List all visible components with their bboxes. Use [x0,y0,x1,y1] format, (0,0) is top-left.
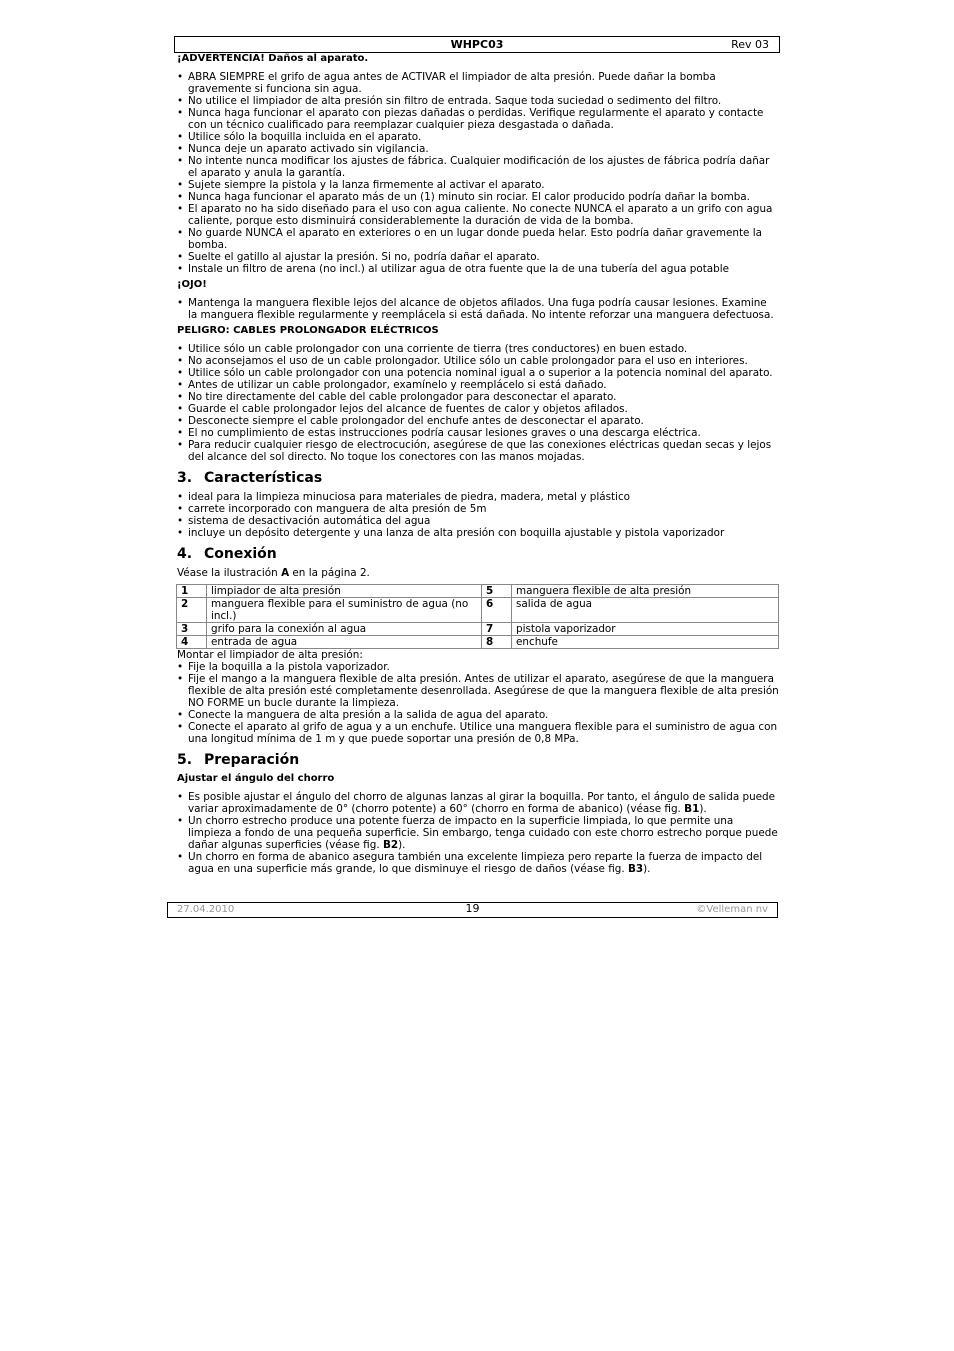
section-number: 4. [177,546,193,562]
figure-ref: B2 [382,839,399,851]
figure-ref: B3 [627,863,644,875]
list-item: • El no cumplimiento de estas instrucciones podría causar lesiones graves o una descarga eléctrica. [177,427,779,439]
list-item: • Mantenga la manguera flexible lejos del alcance de objetos afilados. Una fuga podría causar lesiones. Examine la manguera flexible regularmente y reemplácela si está dañada. No intente reforzar una manguera defectuosa. [177,297,779,321]
intro-text: en la página 2. [289,567,370,579]
warning-list [177,71,779,275]
list-item: • Fije la boquilla a la pistola vaporizador. [177,661,779,673]
page-footer [167,902,778,918]
page-content [177,53,779,879]
table-row [177,636,779,649]
revision: Rev 03 [731,38,769,51]
part-label: enchufe [512,636,779,649]
item-text: Un chorro estrecho produce una potente fuerza de impacto en la superficie limpiada, lo que permite una limpieza a fondo de una pequeña superficie. Sin embargo, tenga cuidado con este chorro estrecho porque puede dañar algunas superficies (véase fig. [188,815,778,851]
list-item [177,851,779,875]
list-item: • Guarde el cable prolongador lejos del alcance de fuentes de calor y objetos afilados. [177,403,779,415]
connection-intro [177,567,779,579]
item-text: ). [699,803,707,815]
list-item: • Utilice sólo un cable prolongador con una corriente de tierra (tres conductores) en buen estado. [177,343,779,355]
features-list [177,491,779,539]
list-item: • Nunca haga funcionar el aparato con piezas dañadas o perdidas. Verifique regularmente el aparato y contacte con un técnico cualificado para reemplazar cualquier pieza desgastada o dañada. [177,107,779,131]
table-row [177,598,779,623]
part-number: 4 [177,636,207,649]
list-item: • No guarde NUNCA el aparato en exteriores o en un lugar donde pueda helar. Esto podría dañar gravemente la bomba. [177,227,779,251]
part-label: salida de agua [512,598,779,623]
item-text: Es posible ajustar el ángulo del chorro de algunas lanzas al girar la boquilla. Por tanto, el ángulo de salida puede variar aproximadamente de 0° (chorro potente) a 60° (chorro en forma de abanico) (véase fig. [188,791,776,815]
section-heading-features [177,470,779,487]
part-number: 3 [177,623,207,636]
page-number: 19 [465,902,480,915]
warning-title: ¡ADVERTENCIA! Daños al aparato. [177,53,369,64]
section-number: 3. [177,470,193,486]
list-item: • Suelte el gatillo al ajustar la presión. Si no, podría dañar el aparato. [177,251,779,263]
list-item: • Instale un filtro de arena (no incl.) al utilizar agua de otra fuente que la de una tubería del agua potable [177,263,779,275]
list-item: • Utilice sólo la boquilla incluida en el aparato. [177,131,779,143]
part-number: 1 [177,585,207,598]
footer-copyright: ©Velleman nv [696,904,768,915]
part-number: 8 [482,636,512,649]
list-item: • No aconsejamos el uso de un cable prolongador. Utilice sólo un cable prolongador para el uso en interiores. [177,355,779,367]
list-item: • No tire directamente del cable del cable prolongador para desconectar el aparato. [177,391,779,403]
part-label: manguera flexible de alta presión [512,585,779,598]
list-item [177,791,779,815]
model-name: WHPC03 [450,38,504,51]
figure-ref: A [281,567,290,579]
list-item: • No intente nunca modificar los ajustes de fábrica. Cualquier modificación de los ajustes de fábrica podría dañar el aparato y anula la garantía. [177,155,779,179]
section-title: Características [204,470,323,486]
table-row [177,623,779,636]
part-number: 5 [482,585,512,598]
list-item: • ABRA SIEMPRE el grifo de agua antes de ACTIVAR el limpiador de alta presión. Puede dañar la bomba gravemente si funciona sin agua. [177,71,779,95]
table-row [177,585,779,598]
part-label: entrada de agua [207,636,482,649]
list-item: • Sujete siempre la pistola y la lanza firmemente al activar el aparato. [177,179,779,191]
list-item: • Para reducir cualquier riesgo de electrocución, asegúrese de que las conexiones eléctricas quedan secas y lejos del alcance del sol directo. No toque los conectores con las manos mojadas. [177,439,779,463]
parts-table [176,584,779,649]
list-item: • No utilice el limpiador de alta presión sin filtro de entrada. Saque toda suciedad o sedimento del filtro. [177,95,779,107]
list-item: • Conecte la manguera de alta presión a la salida de agua del aparato. [177,709,779,721]
list-item: • Antes de utilizar un cable prolongador, examínelo y reemplácelo si está dañado. [177,379,779,391]
danger-list [177,343,779,463]
ojo-title: ¡OJO! [177,279,207,290]
part-label: limpiador de alta presión [207,585,482,598]
intro-text: Véase la ilustración [177,567,282,579]
list-item: • Utilice sólo un cable prolongador con una potencia nominal igual a o superior a la potencia nominal del aparato. [177,367,779,379]
list-item: • Conecte el aparato al grifo de agua y a un enchufe. Utilice una manguera flexible para el suministro de agua con una longitud mínima de 1 m y que puede soportar una presión de 0,8 MPa. [177,721,779,745]
part-label: pistola vaporizador [512,623,779,636]
section-heading-connection [177,546,779,563]
list-item: • Desconecte siempre el cable prolongador del enchufe antes de desconectar el aparato. [177,415,779,427]
footer-date: 27.04.2010 [177,904,235,915]
page-header [174,36,780,53]
preparation-subtitle: Ajustar el ángulo del chorro [177,773,335,784]
list-item: • El aparato no ha sido diseñado para el uso con agua caliente. No conecte NUNCA el aparato a un grifo con agua caliente, porque esto disminuirá considerablemente la duración de vida de la bomba. [177,203,779,227]
part-number: 6 [482,598,512,623]
part-label: grifo para la conexión al agua [207,623,482,636]
list-item: • Nunca deje un aparato activado sin vigilancia. [177,143,779,155]
list-item: • Fije el mango a la manguera flexible de alta presión. Antes de utilizar el aparato, asegúrese de que la manguera flexible de alta presión esté completamente desenrollada. Asegúrese de que la manguera flexible de alta presión NO FORME un bucle durante la limpieza. [177,673,779,709]
item-text: ). [643,863,651,875]
part-label: manguera flexible para el suministro de agua (no incl.) [207,598,482,623]
figure-ref: B1 [684,803,700,815]
preparation-list [177,791,779,875]
section-heading-preparation [177,752,779,769]
list-item: • ideal para la limpieza minuciosa para materiales de piedra, madera, metal y plástico [177,491,779,503]
list-item: • Nunca haga funcionar el aparato más de un (1) minuto sin rociar. El calor producido podría dañar la bomba. [177,191,779,203]
list-item: • carrete incorporado con manguera de alta presión de 5m [177,503,779,515]
assemble-list [177,661,779,745]
assemble-title: Montar el limpiador de alta presión: [177,649,363,661]
ojo-list [177,297,779,321]
section-number: 5. [177,752,193,768]
part-number: 7 [482,623,512,636]
section-title: Conexión [204,546,277,562]
section-title: Preparación [204,752,300,768]
item-text: Un chorro en forma de abanico asegura también una excelente limpieza pero reparte la fuerza de impacto del agua en una superficie más grande, lo que disminuye el riesgo de daños (véase fig. [188,851,763,875]
danger-title: PELIGRO: CABLES PROLONGADOR ELÉCTRICOS [177,325,439,336]
part-number: 2 [177,598,207,623]
item-text: ). [398,839,406,851]
list-item: • incluye un depósito detergente y una lanza de alta presión con boquilla ajustable y pistola vaporizador [177,527,779,539]
list-item [177,815,779,851]
list-item: • sistema de desactivación automática del agua [177,515,779,527]
